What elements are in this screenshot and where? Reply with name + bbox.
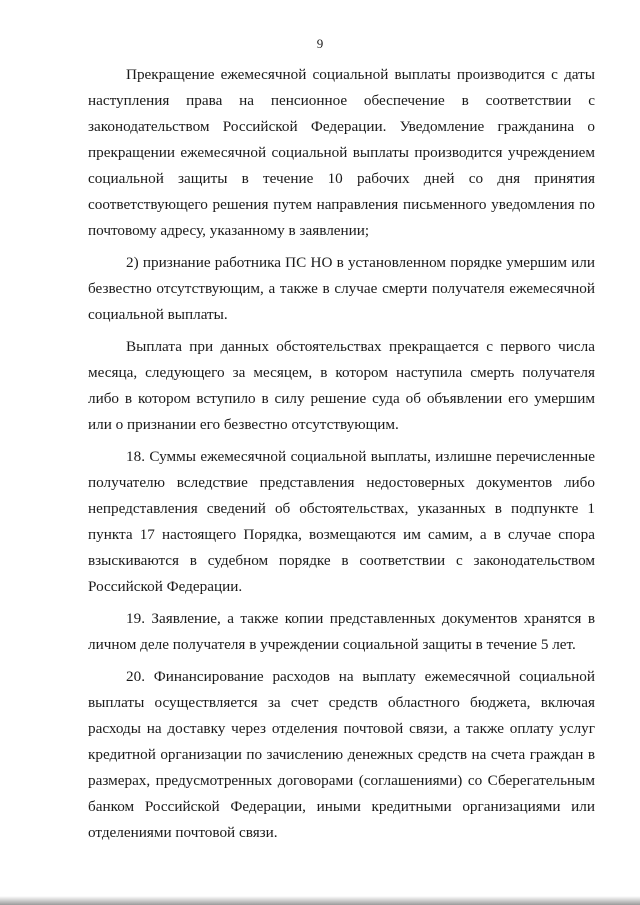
paragraph-termination-date: Выплата при данных обстоятельствах прекращается с первого числа месяца, следующего за месяцем, в котором наступила смерть получателя либо в котором вступило в силу решение суда об объявлении его умершим или о признании его безвестно отсутствующим. (88, 338, 595, 433)
scan-bottom-edge (0, 896, 640, 905)
paragraph-item-2-death-or-missing: 2) признание работника ПС НО в установленном порядке умершим или безвестно отсутствующим, а также в случае смерти получателя ежемесячной социальной выплаты. (88, 254, 595, 323)
paragraph-18-overpayment: 18. Суммы ежемесячной социальной выплаты, излишне перечисленные получателю вследствие представления недостоверных документов либо непредставления сведений об обстоятельствах, указанных в подпункте 1 пункта 17 настоящего Порядка, возмещаются им самим, а в случае спора взыскиваются в судебном порядке в соответствии с законодательством Российской Федерации. (88, 448, 595, 595)
paragraph-20-financing: 20. Финансирование расходов на выплату ежемесячной социальной выплаты осуществляется за счет средств областного бюджета, включая расходы на доставку через отделения почтовой связи, а также оплату услуг кредитной организации по зачислению денежных средств на счета граждан в размерах, предусмотренных договорами (соглашениями) со Сберегательным банком Российской Федерации, иными кредитными организациями или отделениями почтовой связи. (88, 668, 595, 841)
paragraph-19-storage: 19. Заявление, а также копии представленных документов хранятся в личном деле получателя в учреждении социальной защиты в течение 5 лет. (88, 610, 595, 653)
document-body (88, 62, 595, 846)
page-number: 9 (316, 36, 324, 51)
paragraph-termination-pension: Прекращение ежемесячной социальной выплаты производится с даты наступления права на пенсионное обеспечение в соответствии с законодательством Российской Федерации. Уведомление гражданина о прекращении ежемесячной социальной выплаты производится учреждением социальной защиты в течение 10 рабочих дней со дня принятия соответствующего решения путем направления письменного уведомления по почтовому адресу, указанному в заявлении; (88, 66, 595, 239)
